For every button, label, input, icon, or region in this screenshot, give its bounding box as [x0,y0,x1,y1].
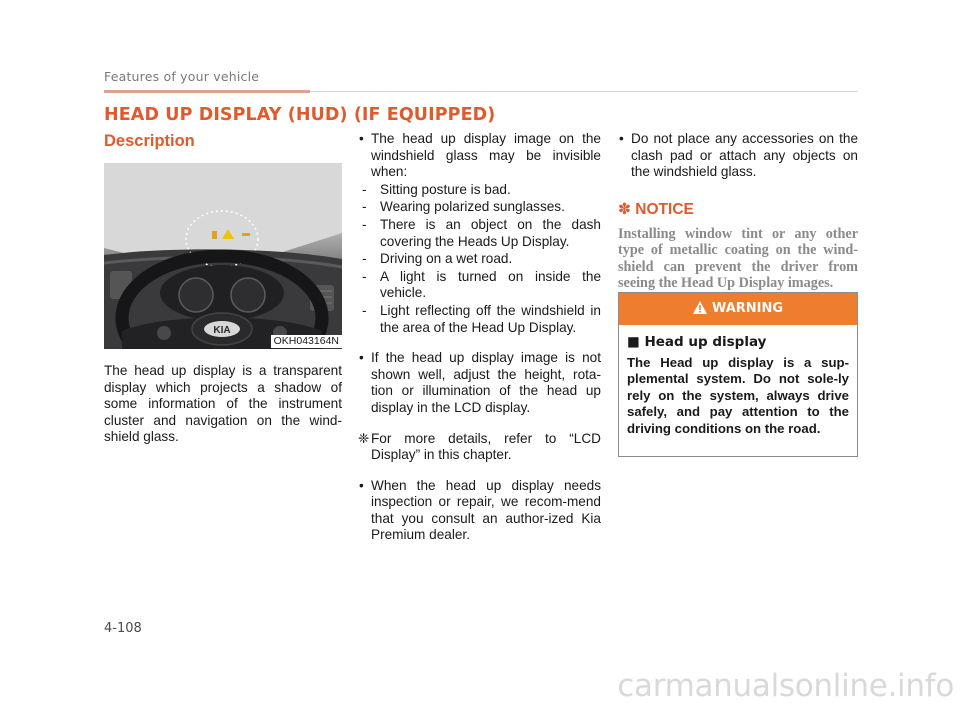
watermark: carmanualsonline.info [617,668,954,704]
bullet-invisible-when [358,131,601,181]
bullet-inspection [358,478,601,544]
bullet-text: When the head up display needs inspection or repair, we recom-mend that you consult an author-ized Kia Premium dealer. [371,477,601,543]
header-rule-accent [104,90,310,93]
sub-item: - Sitting posture is bad. [362,181,511,197]
reference-note [358,431,601,464]
warning-triangle-icon [693,301,707,314]
hud-figure [104,163,342,349]
header-rule [310,91,858,92]
bullet-accessories [618,131,858,181]
kia-logo: KIA [213,325,231,336]
description-paragraph: The head up display is a transparent display which projects a shadow of some information of the instrument cluster and navigation on the wind-shield glass. [104,363,342,445]
figure-caption: OKH043164N [271,335,342,348]
section-title: HEAD UP DISPLAY (HUD) (IF EQUIPPED) [104,105,496,125]
column-2 [358,131,601,544]
bullet-dot: • [619,131,624,146]
warning-bar [619,293,857,325]
bullet-text: The head up display image on the windshield glass may be invisible when: [371,131,601,180]
notice-body: Installing window tint or any other type of metallic coating on the wind-shield can prevent the driver from seeing the Head Up Display images. [618,225,858,292]
sub-item: - Wearing polarized sunglasses. [362,199,565,215]
sub-item: - Light reflecting off the windshield in the area of the Head Up Display. [362,302,601,335]
warning-label: WARNING [711,301,784,316]
warning-text: The Head up display is a sup-plemental system. Do not sole-ly rely on the system, always drive safely, and pay attention to the driving conditions on the road. [627,355,849,436]
warning-box [618,292,858,457]
running-head: Features of your vehicle [104,69,260,84]
dashboard-illustration [104,163,342,349]
note-symbol: ❈ [358,430,370,446]
notice-heading: ✽ NOTICE [618,200,694,218]
sub-item: - There is an object on the dash covering the Heads Up Display. [362,216,601,249]
column-3 [618,131,858,292]
sub-item: - A light is turned on inside the vehicle. [362,268,601,301]
sub-item: - Driving on a wet road. [362,251,513,267]
warning-title: ■ Head up display [627,334,767,350]
bullet-dot: • [359,350,364,366]
description-heading: Description [104,132,195,150]
bullet-text: If the head up display image is not shown well, adjust the height, rota-tion or illumination of the head up display in the LCD display. [371,350,601,415]
bullet-dot: • [359,477,364,493]
bullet-text: Do not place any accessories on the clash pad or attach any objects on the windshield glass. [631,131,858,180]
bullet-adjust [358,350,601,416]
note-text: For more details, refer to “LCD Display” in this chapter. [371,430,601,463]
page-number: 4-108 [104,621,142,636]
bullet-dot: • [359,131,364,146]
column-1 [104,131,342,446]
